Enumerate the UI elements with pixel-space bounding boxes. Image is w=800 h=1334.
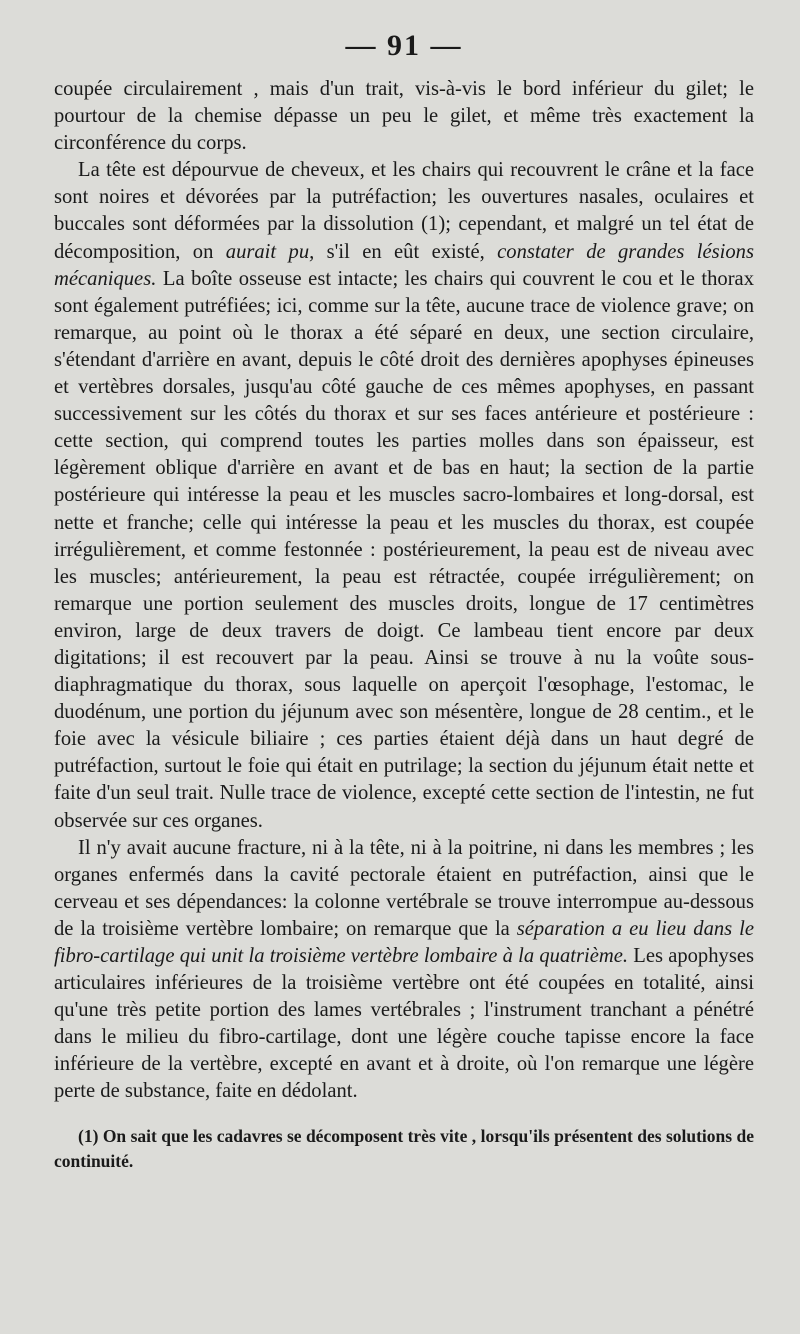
italic-phrase: aurait pu, — [225, 240, 315, 263]
paragraph-text: La tête est dépourvue de cheveux, et les chairs qui recouvrent le crâne et la face sont noires et dévorées par la putréfaction; les ouvertures nasales, oculaires et buccales sont déformées par la dissolution (1); cependant, et malgré un tel état de décomposition, on — [54, 159, 754, 263]
paragraph-text: Les apophyses articulaires inférieures de la troisième vertèbre ont été coupées en totalité, ainsi qu'une très petite portion des lames vertébrales ; l'instrument tranchant a pénétré dans le milieu du fibro-cartilage, dont une légère couche tapisse encore la face inférieure de la vertèbre, excepté en avant et à droite, où l'on remarque une légère perte de substance, faite en dédolant. — [54, 945, 754, 1103]
italic-phrase: séparation a eu lieu dans le fibro-cartilage qui unit la troisième vertèbre lombaire à la quatrième. — [54, 917, 754, 967]
paragraph-text: s'il en eût existé, — [314, 240, 498, 263]
italic-phrase: constater de grandes lésions mécaniques. — [54, 240, 754, 290]
paragraph-continuation: coupée circulairement , mais d'un trait, vis-à-vis le bord inférieur du gilet; le pourtour de la chemise dépasse un peu le gilet, et même très exactement la circonférence du corps. — [54, 78, 754, 155]
paragraph-text: La boîte osseuse est intacte; les chairs qui couvrent le cou et le thorax sont également putréfiées; ici, comme sur la tête, aucune trace de violence grave; on remarque, au point où le thorax a été séparé en deux, une section circulaire, s'étendant d'arrière en avant, depuis le côté droit des dernières apophyses épineuses et vertèbres dorsales, jusqu'au côté gauche de ces mêmes apophyses, en passant successivement sur les côtés du thorax et sur ses faces antérieure et postérieure : cette section, qui comprend toutes les parties molles dans son épaisseur, est légèrement oblique d'arrière en avant et de bas en haut; la section de la partie postérieure qui intéresse la peau et les muscles sacro-lombaires et long-dorsal, est nette et franche; celle qui intéresse la peau et les muscles du thorax, est coupée irrégulièrement, et comme festonnée : postérieurement, la peau est de niveau avec les muscles; antérieurement, la peau est rétractée, coupée irrégulièrement; on remarque une portion seulement des muscles droits, longue de 17 centimètres environ, large de deux travers de doigt. Ce lambeau tient encore par deux digitations; il est recouvert par la peau. Ainsi se trouve à nu la voûte sous-diaphragmatique du thorax, sous laquelle on aperçoit l'œsophage, l'estomac, le duodénum, une portion du jéjunum avec son mésentère, longue de 28 centim., et le foie avec la vésicule biliaire ; ces parties étaient déjà dans un haut degré de putréfaction, surtout le foie qui était en putrilage; la section du jéjunum était nette et faite d'un seul trait. Nulle trace de violence, excepté cette section de l'intestin, ne fut observée sur ces organes. — [54, 267, 754, 832]
paragraph-spine-description — [54, 835, 754, 1106]
paragraph-text: Il n'y avait aucune fracture, ni à la tête, ni à la poitrine, ni dans les membres ; les organes enfermés dans la cavité pectorale étaient en putréfaction, ainsi que le cerveau et ses dépendances: la colonne vertébrale se trouve interrompue au-dessous de la troisième vertèbre lombaire; on remarque que la — [54, 836, 754, 940]
page-number: — 91 — — [345, 29, 463, 62]
footnote: (1) On sait que les cadavres se décomposent très vite , lorsqu'ils présentent des solutions de continuité. — [54, 1125, 754, 1171]
body-text — [54, 76, 754, 1106]
paragraph-head-description — [54, 157, 754, 834]
